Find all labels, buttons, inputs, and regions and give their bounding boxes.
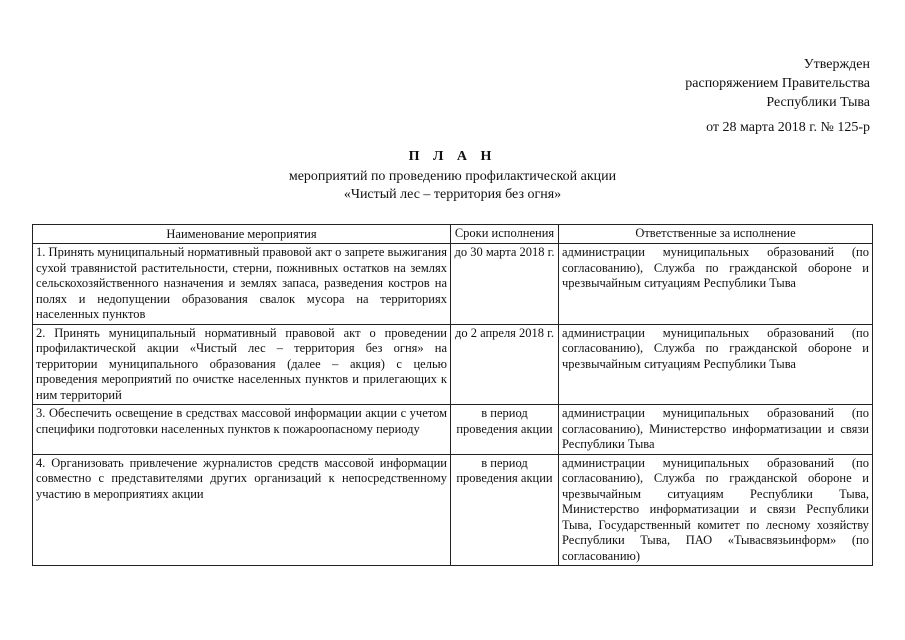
row-2-name: 2. Принять муниципальный нормативный правовой акт о проведении профилактической акции «Чистый лес – территория без огня» на территории муниципального образования (далее – акция) с целью проведения мероприятий по очистке населенных пунктов и прилегающих к ним территорий bbox=[33, 324, 451, 405]
row-1-responsible: администрации муниципальных образований (по согласованию), Служба по гражданской обороне и чрезвычайным ситуациям Республики Тыва bbox=[559, 244, 873, 325]
table-row bbox=[33, 324, 873, 405]
table-header-row bbox=[33, 225, 873, 244]
row-4-term: в период проведения акции bbox=[451, 454, 559, 566]
row-4-responsible: администрации муниципальных образований (по согласованию), Служба по гражданской обороне и чрезвычайным ситуациям Республики Тыва, Министерство информатизации и связи Республики Тыва, Государственный комитет по лесному хозяйству Республики Тыва, ПАО «Тывасвязьинформ» (по согласованию) bbox=[559, 454, 873, 566]
approval-line-order: распоряжением Правительства bbox=[685, 76, 870, 91]
row-2-responsible: администрации муниципальных образований (по согласованию), Служба по гражданской обороне и чрезвычайным ситуациям Республики Тыва bbox=[559, 324, 873, 405]
document-title-block bbox=[150, 148, 755, 204]
table-row bbox=[33, 454, 873, 566]
column-header-name: Наименование мероприятия bbox=[33, 225, 451, 244]
row-2-term: до 2 апреля 2018 г. bbox=[451, 324, 559, 405]
approval-date: от 28 марта 2018 г. № 125-р bbox=[706, 120, 870, 135]
row-4-name: 4. Организовать привлечение журналистов средств массовой информации совместно с представителями других организаций к непосредственному участию в мероприятиях акции bbox=[33, 454, 451, 566]
approval-line-republic: Республики Тыва bbox=[766, 95, 870, 110]
row-1-term: до 30 марта 2018 г. bbox=[451, 244, 559, 325]
column-header-responsible: Ответственные за исполнение bbox=[559, 225, 873, 244]
column-header-term: Сроки исполнения bbox=[451, 225, 559, 244]
row-3-term: в период проведения акции bbox=[451, 405, 559, 455]
approval-line-approved: Утвержден bbox=[803, 57, 870, 72]
plan-table bbox=[32, 224, 873, 566]
document-title: П Л А Н bbox=[408, 149, 497, 164]
document-subtitle-line2: «Чистый лес – территория без огня» bbox=[343, 187, 562, 202]
row-3-name: 3. Обеспечить освещение в средствах массовой информации акции с учетом специфики подготовки населенных пунктов к пожароопасному периоду bbox=[33, 405, 451, 455]
row-3-responsible: администрации муниципальных образований (по согласованию), Министерство информатизации и связи Республики Тыва bbox=[559, 405, 873, 455]
document-subtitle-line1: мероприятий по проведению профилактической акции bbox=[288, 169, 617, 184]
row-1-name: 1. Принять муниципальный нормативный правовой акт о запрете выжигания сухой травянистой растительности, стерни, пожнивных остатков на землях сельскохозяйственного назначения и землях запаса, разведения костров на полях и недопущении образования свалок мусора на территориях населенных пунктов bbox=[33, 244, 451, 325]
table-row bbox=[33, 405, 873, 455]
table-row bbox=[33, 244, 873, 325]
approval-stamp bbox=[600, 55, 870, 137]
